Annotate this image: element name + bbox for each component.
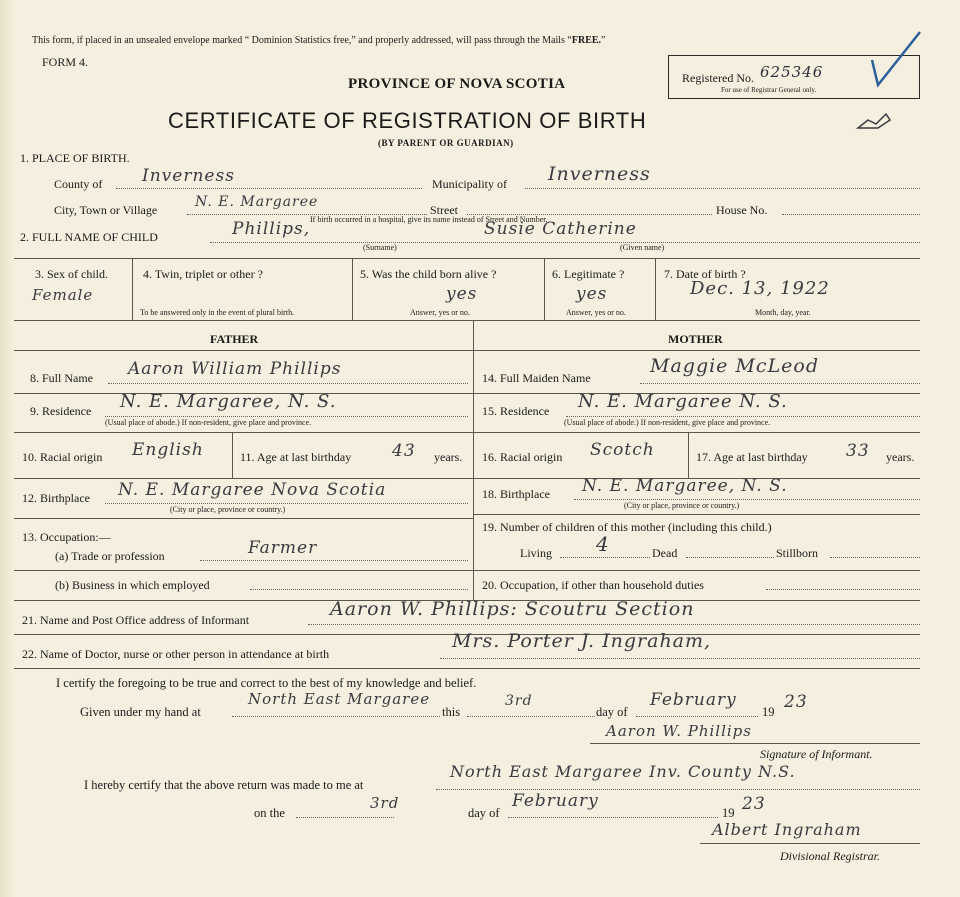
certify-place-value: North East Margaree — [248, 690, 431, 708]
mother-residence-note: (Usual place of abode.) If non-resident, give place and province. — [564, 418, 771, 427]
document-subtitle: (BY PARENT OR GUARDIAN) — [378, 138, 514, 148]
blue-check-mark-icon — [850, 30, 940, 140]
father-years-label: years. — [434, 450, 463, 464]
registrar-year-value: 23 — [742, 794, 766, 814]
mother-years-label: years. — [886, 450, 915, 464]
father-racial-value: English — [132, 440, 204, 460]
county-label: County of — [54, 177, 103, 191]
registrar-year-prefix: 19 — [722, 806, 735, 820]
certify-day-value: 3rd — [505, 693, 533, 709]
place-of-birth-label: 1. PLACE OF BIRTH. — [20, 151, 130, 165]
mother-residence-value: N. E. Margaree N. S. — [578, 391, 788, 412]
municipality-value: Inverness — [548, 163, 651, 185]
mother-name-label: 14. Full Maiden Name — [482, 371, 591, 385]
form-number: FORM 4. — [42, 55, 89, 69]
mother-residence-label: 15. Residence — [482, 404, 550, 418]
mother-birthplace-label: 18. Birthplace — [482, 487, 550, 501]
mother-heading: MOTHER — [668, 332, 723, 346]
this-label: this — [442, 705, 461, 719]
father-occupation-label: 13. Occupation:— — [22, 530, 111, 544]
certify-day-of-label: day of — [596, 705, 628, 719]
father-birthplace-note: (City or place, province or country.) — [170, 505, 286, 514]
registrar-day-value: 3rd — [370, 794, 400, 812]
certify-year-prefix: 19 — [762, 705, 775, 719]
doctor-label: 22. Name of Doctor, nurse or other person in attendance at birth — [22, 647, 330, 661]
hospital-note: If birth occurred in a hospital, give its name instead of Street and Number. — [310, 215, 548, 224]
legitimate-value: yes — [576, 284, 608, 304]
born-alive-note: Answer, yes or no. — [410, 308, 470, 317]
mother-age-value: 33 — [846, 441, 870, 461]
postal-notice: This form, if placed in an unsealed envelope marked “ Dominion Statistics free,” and properly addressed, will pass through the Mails “FREE.” — [32, 35, 606, 46]
father-age-value: 43 — [392, 441, 416, 461]
mother-racial-value: Scotch — [590, 440, 655, 460]
on-the-label: on the — [254, 806, 285, 820]
divisional-registrar-caption: Divisional Registrar. — [780, 849, 881, 863]
child-given-name-value: Susie Catherine — [484, 219, 637, 239]
father-residence-label: 9. Residence — [30, 404, 92, 418]
twin-note: To be answered only in the event of plural birth. — [140, 308, 295, 317]
living-value: 4 — [596, 532, 610, 556]
registrar-month-value: February — [512, 791, 599, 811]
certify-year-value: 23 — [784, 692, 808, 712]
city-value: N. E. Margaree — [195, 194, 319, 210]
living-label: Living — [520, 546, 552, 560]
father-birthplace-label: 12. Birthplace — [22, 491, 90, 505]
registrar-signature: Albert Ingraham — [712, 820, 862, 839]
trade-value: Farmer — [248, 538, 318, 558]
child-name-label: 2. FULL NAME OF CHILD — [20, 230, 158, 244]
province-heading: PROVINCE OF NOVA SCOTIA — [348, 76, 566, 92]
municipality-label: Municipality of — [432, 177, 507, 191]
informant-signature-caption: Signature of Informant. — [760, 747, 873, 761]
informant-signature: Aaron W. Phillips — [606, 722, 752, 740]
children-count-label: 19. Number of children of this mother (including this child.) — [482, 520, 772, 534]
mother-age-label: 17. Age at last birthday — [696, 450, 808, 464]
father-birthplace-value: N. E. Margaree Nova Scotia — [118, 480, 387, 500]
father-racial-label: 10. Racial origin — [22, 450, 103, 464]
registrar-place-value: North East Margaree Inv. County N.S. — [450, 762, 796, 781]
date-of-birth-label: 7. Date of birth ? — [664, 267, 746, 281]
father-name-value: Aaron William Phillips — [128, 359, 342, 379]
city-label: City, Town or Village — [54, 203, 158, 217]
twin-label: 4. Twin, triplet or other ? — [143, 267, 263, 281]
registered-number: 625346 — [760, 63, 824, 81]
house-number-label: House No. — [716, 203, 768, 217]
stillborn-label: Stillborn — [776, 546, 819, 560]
mother-birthplace-value: N. E. Margaree, N. S. — [582, 476, 788, 496]
mother-name-value: Maggie McLeod — [650, 355, 820, 377]
paper-edge — [0, 0, 14, 897]
father-heading: FATHER — [210, 332, 259, 346]
born-alive-value: yes — [446, 284, 478, 304]
father-residence-note: (Usual place of abode.) If non-resident, give place and province. — [105, 418, 312, 427]
sex-label: 3. Sex of child. — [35, 267, 108, 281]
certify-month-value: February — [650, 690, 737, 710]
date-of-birth-value: Dec. 13, 1922 — [690, 278, 830, 299]
registered-label: Registered No. — [682, 71, 754, 85]
mother-birthplace-note: (City or place, province or country.) — [624, 501, 740, 510]
informant-value: Aaron W. Phillips: Scoutru Section — [330, 598, 695, 620]
mother-occupation-label: 20. Occupation, if other than household duties — [482, 578, 704, 592]
legitimate-label: 6. Legitimate ? — [552, 267, 625, 281]
given-under-label: Given under my hand at — [80, 705, 201, 719]
date-of-birth-note: Month, day, year. — [755, 308, 811, 317]
dead-label: Dead — [652, 546, 678, 560]
business-label: (b) Business in which employed — [55, 578, 210, 592]
registrar-statement: I hereby certify that the above return was made to me at — [84, 778, 364, 792]
surname-caption: (Surname) — [363, 243, 397, 252]
county-value: Inverness — [142, 166, 235, 186]
child-surname-value: Phillips, — [232, 219, 311, 239]
street-label: Street — [430, 203, 458, 217]
document-title: CERTIFICATE OF REGISTRATION OF BIRTH — [168, 108, 647, 133]
doctor-value: Mrs. Porter J. Ingraham, — [452, 630, 712, 652]
given-name-caption: (Given name) — [620, 243, 665, 252]
sex-value: Female — [32, 286, 94, 304]
legitimate-note: Answer, yes or no. — [566, 308, 626, 317]
born-alive-label: 5. Was the child born alive ? — [360, 267, 497, 281]
certify-statement: I certify the foregoing to be true and correct to the best of my knowledge and belief. — [56, 676, 477, 690]
trade-label: (a) Trade or profession — [55, 549, 165, 563]
father-age-label: 11. Age at last birthday — [240, 450, 352, 464]
registrar-day-of-label: day of — [468, 806, 500, 820]
father-name-label: 8. Full Name — [30, 371, 93, 385]
mother-racial-label: 16. Racial origin — [482, 450, 563, 464]
father-residence-value: N. E. Margaree, N. S. — [120, 391, 337, 412]
registrar-use-note: For use of Registrar General only. — [721, 86, 817, 94]
informant-label: 21. Name and Post Office address of Informant — [22, 613, 250, 627]
